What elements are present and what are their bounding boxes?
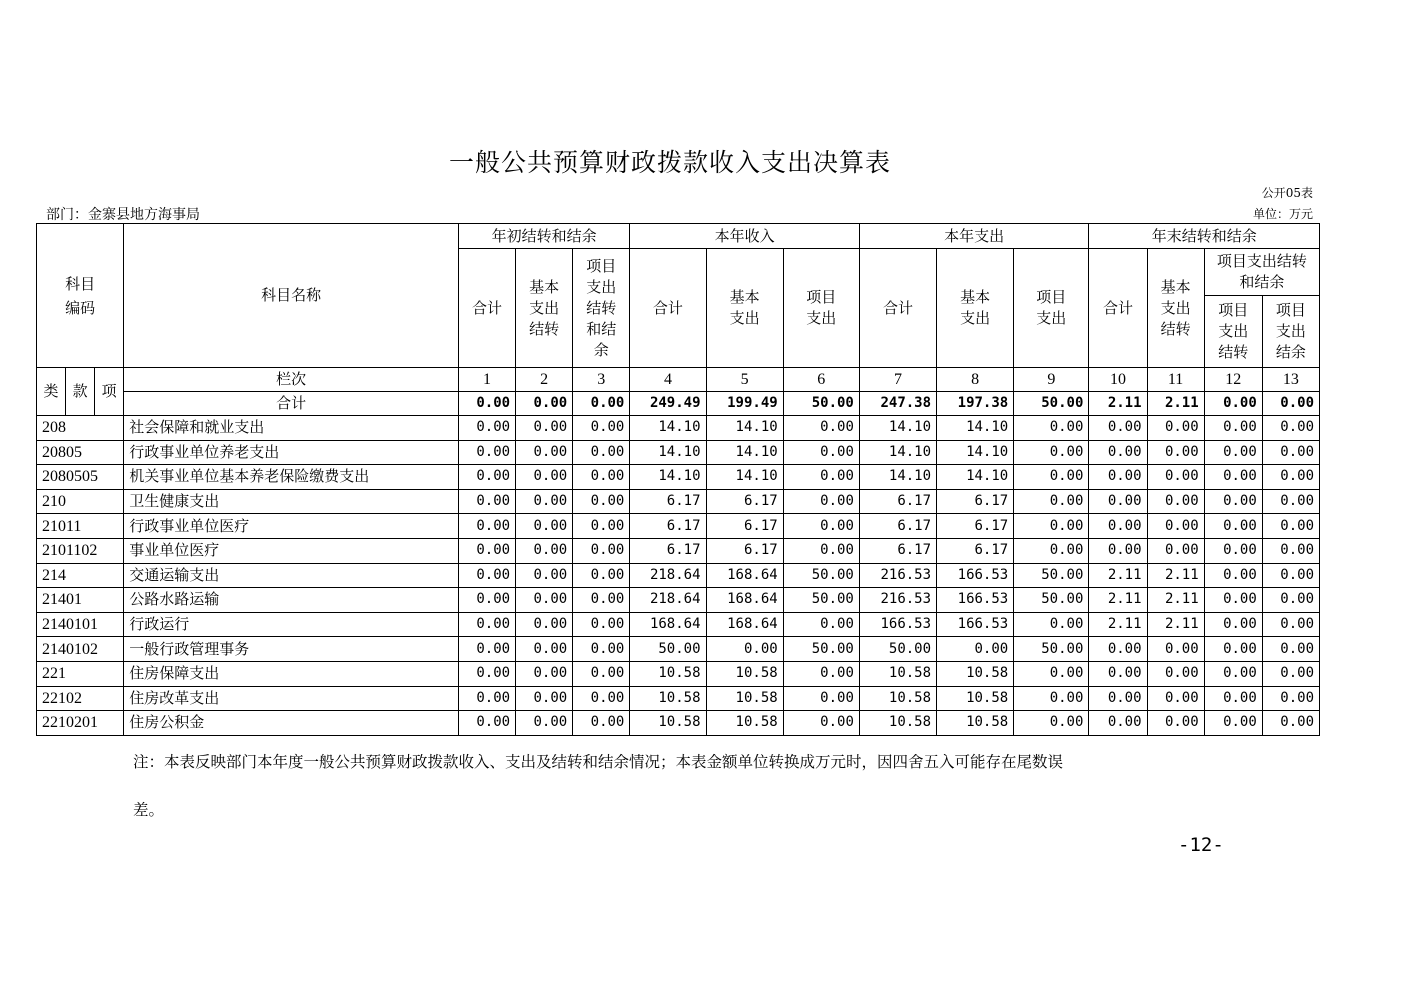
row-value: 0.00 <box>783 612 859 637</box>
column-index-number: 11 <box>1147 368 1204 392</box>
row-value: 0.00 <box>458 612 515 637</box>
row-value: 0.00 <box>458 661 515 686</box>
header-income-total: 合计 <box>630 249 706 368</box>
row-value: 10.58 <box>630 686 706 711</box>
row-value: 0.00 <box>458 686 515 711</box>
department-label: 部门：金寨县地方海事局 <box>46 207 200 223</box>
row-code: 208 <box>37 416 124 441</box>
row-value: 166.53 <box>937 563 1014 588</box>
row-value: 6.17 <box>630 538 706 563</box>
row-value: 0.00 <box>1204 416 1262 441</box>
header-group-income: 本年收入 <box>630 224 860 249</box>
row-value: 0.00 <box>1014 440 1089 465</box>
table-row <box>37 538 1320 563</box>
row-value: 168.64 <box>706 612 783 637</box>
row-value: 0.00 <box>1204 588 1262 613</box>
budget-table <box>36 223 1320 736</box>
total-value: 247.38 <box>859 392 936 416</box>
header-group-expense: 本年支出 <box>859 224 1089 249</box>
row-value: 50.00 <box>859 637 936 662</box>
row-value: 0.00 <box>1262 514 1319 539</box>
row-value: 0.00 <box>1089 514 1147 539</box>
table-row <box>37 563 1320 588</box>
row-value: 168.64 <box>706 563 783 588</box>
column-index-number: 13 <box>1262 368 1319 392</box>
row-value: 6.17 <box>630 489 706 514</box>
column-index-number: 3 <box>573 368 630 392</box>
row-value: 50.00 <box>783 563 859 588</box>
column-index-number: 6 <box>783 368 859 392</box>
column-index-number: 4 <box>630 368 706 392</box>
row-value: 0.00 <box>1014 489 1089 514</box>
row-value: 0.00 <box>1147 514 1204 539</box>
row-value: 6.17 <box>937 489 1014 514</box>
row-value: 6.17 <box>859 514 936 539</box>
total-value: 50.00 <box>783 392 859 416</box>
row-value: 0.00 <box>1089 416 1147 441</box>
row-value: 0.00 <box>1204 637 1262 662</box>
header-expense-project: 项目支出 <box>1014 249 1089 368</box>
row-value: 0.00 <box>458 416 515 441</box>
table-row <box>37 637 1320 662</box>
row-name: 行政事业单位养老支出 <box>124 440 459 465</box>
unit-label: 单位：万元 <box>1252 207 1313 221</box>
row-value: 50.00 <box>1014 563 1089 588</box>
row-value: 0.00 <box>1204 612 1262 637</box>
header-end-project-carry: 项目支出结转 <box>1204 296 1262 368</box>
header-expense-total: 合计 <box>859 249 936 368</box>
row-value: 10.58 <box>630 711 706 736</box>
total-value: 249.49 <box>630 392 706 416</box>
row-value: 0.00 <box>1014 465 1089 490</box>
column-index-number: 2 <box>516 368 573 392</box>
row-value: 0.00 <box>458 588 515 613</box>
header-lei: 类 <box>37 368 66 416</box>
header-begin-basic: 基本支出结转 <box>516 249 573 368</box>
row-value: 14.10 <box>706 416 783 441</box>
row-value: 50.00 <box>630 637 706 662</box>
row-value: 0.00 <box>458 440 515 465</box>
row-value: 10.58 <box>630 661 706 686</box>
row-value: 0.00 <box>573 686 630 711</box>
row-value: 0.00 <box>573 661 630 686</box>
row-value: 14.10 <box>859 440 936 465</box>
row-value: 0.00 <box>1147 440 1204 465</box>
column-index-number: 12 <box>1204 368 1262 392</box>
row-value: 50.00 <box>1014 588 1089 613</box>
row-value: 10.58 <box>706 711 783 736</box>
row-value: 14.10 <box>859 465 936 490</box>
column-index-number: 7 <box>859 368 936 392</box>
row-value: 0.00 <box>1204 514 1262 539</box>
row-value: 0.00 <box>573 514 630 539</box>
header-end-project-balance: 项目支出结余 <box>1262 296 1319 368</box>
row-code: 214 <box>37 563 124 588</box>
row-value: 0.00 <box>783 489 859 514</box>
row-value: 0.00 <box>937 637 1014 662</box>
header-kuan: 款 <box>66 368 95 416</box>
row-value: 0.00 <box>1147 416 1204 441</box>
row-value: 10.58 <box>937 711 1014 736</box>
row-value: 168.64 <box>706 588 783 613</box>
row-value: 0.00 <box>458 637 515 662</box>
row-value: 10.58 <box>706 661 783 686</box>
row-value: 0.00 <box>1204 538 1262 563</box>
row-value: 0.00 <box>1262 440 1319 465</box>
row-code: 210 <box>37 489 124 514</box>
row-value: 0.00 <box>458 538 515 563</box>
row-value: 14.10 <box>630 465 706 490</box>
row-value: 2.11 <box>1147 563 1204 588</box>
total-value: 0.00 <box>516 392 573 416</box>
row-name: 行政事业单位医疗 <box>124 514 459 539</box>
row-value: 0.00 <box>1089 489 1147 514</box>
table-row <box>37 612 1320 637</box>
row-value: 0.00 <box>783 514 859 539</box>
row-value: 0.00 <box>1147 686 1204 711</box>
row-name: 机关事业单位基本养老保险缴费支出 <box>124 465 459 490</box>
row-value: 10.58 <box>859 686 936 711</box>
row-value: 0.00 <box>516 489 573 514</box>
row-code: 2140101 <box>37 612 124 637</box>
row-code: 2140102 <box>37 637 124 662</box>
row-value: 166.53 <box>859 612 936 637</box>
row-value: 6.17 <box>706 514 783 539</box>
row-value: 0.00 <box>458 514 515 539</box>
row-value: 0.00 <box>458 489 515 514</box>
row-code: 22102 <box>37 686 124 711</box>
row-value: 0.00 <box>1089 661 1147 686</box>
row-value: 14.10 <box>859 416 936 441</box>
row-name: 一般行政管理事务 <box>124 637 459 662</box>
row-value: 0.00 <box>1014 711 1089 736</box>
row-value: 0.00 <box>1089 440 1147 465</box>
row-value: 0.00 <box>458 563 515 588</box>
row-value: 14.10 <box>706 440 783 465</box>
row-value: 0.00 <box>1014 612 1089 637</box>
row-value: 0.00 <box>1147 661 1204 686</box>
header-expense-basic: 基本支出 <box>937 249 1014 368</box>
row-value: 0.00 <box>516 440 573 465</box>
row-value: 10.58 <box>859 661 936 686</box>
total-value: 2.11 <box>1089 392 1147 416</box>
table-row <box>37 711 1320 736</box>
row-value: 0.00 <box>573 588 630 613</box>
row-value: 0.00 <box>1204 440 1262 465</box>
row-value: 2.11 <box>1147 612 1204 637</box>
row-value: 14.10 <box>937 465 1014 490</box>
row-value: 0.00 <box>783 686 859 711</box>
row-value: 0.00 <box>573 538 630 563</box>
header-begin-total: 合计 <box>458 249 515 368</box>
form-number: 公开05表 <box>1261 186 1313 200</box>
row-code: 2101102 <box>37 538 124 563</box>
row-value: 0.00 <box>516 711 573 736</box>
page-title: 一般公共预算财政拨款收入支出决算表 <box>448 148 891 177</box>
row-value: 216.53 <box>859 563 936 588</box>
row-value: 0.00 <box>516 686 573 711</box>
row-value: 6.17 <box>706 489 783 514</box>
total-value: 0.00 <box>573 392 630 416</box>
row-value: 0.00 <box>1147 538 1204 563</box>
row-value: 0.00 <box>1262 588 1319 613</box>
row-value: 10.58 <box>706 686 783 711</box>
row-value: 0.00 <box>516 416 573 441</box>
row-value: 14.10 <box>706 465 783 490</box>
header-end-basic: 基本支出结转 <box>1147 249 1204 368</box>
header-group-end: 年末结转和结余 <box>1089 224 1320 249</box>
row-value: 0.00 <box>1262 711 1319 736</box>
row-value: 14.10 <box>630 416 706 441</box>
row-value: 6.17 <box>706 538 783 563</box>
row-value: 0.00 <box>1089 637 1147 662</box>
column-index-number: 5 <box>706 368 783 392</box>
total-value: 0.00 <box>458 392 515 416</box>
row-value: 0.00 <box>573 440 630 465</box>
row-value: 14.10 <box>630 440 706 465</box>
header-name: 科目名称 <box>124 224 459 368</box>
row-value: 2.11 <box>1089 563 1147 588</box>
column-index-number: 10 <box>1089 368 1147 392</box>
table-note: 注：本表反映部门本年度一般公共预算财政拨款收入、支出及结转和结余情况；本表金额单位转换成万元时，因四舍五入可能存在尾数误 <box>133 753 1064 771</box>
table-row <box>37 588 1320 613</box>
row-value: 0.00 <box>1204 489 1262 514</box>
row-name: 行政运行 <box>124 612 459 637</box>
row-value: 14.10 <box>937 440 1014 465</box>
page-number: -12- <box>1178 834 1224 856</box>
row-value: 218.64 <box>630 588 706 613</box>
table-row <box>37 686 1320 711</box>
row-name: 交通运输支出 <box>124 563 459 588</box>
row-value: 166.53 <box>937 588 1014 613</box>
column-index-number: 1 <box>458 368 515 392</box>
row-value: 0.00 <box>1204 465 1262 490</box>
row-value: 0.00 <box>516 538 573 563</box>
row-name: 社会保障和就业支出 <box>124 416 459 441</box>
row-value: 14.10 <box>937 416 1014 441</box>
row-value: 0.00 <box>1204 686 1262 711</box>
row-value: 0.00 <box>1262 661 1319 686</box>
row-value: 0.00 <box>516 514 573 539</box>
row-value: 0.00 <box>1262 538 1319 563</box>
row-value: 0.00 <box>1262 416 1319 441</box>
header-begin-project: 项目支出结转和结余 <box>573 249 630 368</box>
row-value: 0.00 <box>1147 489 1204 514</box>
column-index-number: 9 <box>1014 368 1089 392</box>
total-value: 0.00 <box>1262 392 1319 416</box>
row-value: 166.53 <box>937 612 1014 637</box>
table-row <box>37 489 1320 514</box>
row-value: 0.00 <box>783 538 859 563</box>
table-row <box>37 440 1320 465</box>
total-value: 197.38 <box>937 392 1014 416</box>
row-value: 0.00 <box>516 465 573 490</box>
row-value: 0.00 <box>1089 465 1147 490</box>
table-row <box>37 661 1320 686</box>
header-end-total: 合计 <box>1089 249 1147 368</box>
row-value: 0.00 <box>1147 637 1204 662</box>
header-income-project: 项目支出 <box>783 249 859 368</box>
row-value: 0.00 <box>573 711 630 736</box>
row-code: 20805 <box>37 440 124 465</box>
row-value: 0.00 <box>516 563 573 588</box>
row-value: 0.00 <box>1262 489 1319 514</box>
row-value: 0.00 <box>1262 686 1319 711</box>
row-value: 2.11 <box>1147 588 1204 613</box>
header-end-project: 项目支出结转和结余 <box>1204 249 1319 296</box>
row-value: 0.00 <box>1204 661 1262 686</box>
row-value: 10.58 <box>937 661 1014 686</box>
row-value: 0.00 <box>783 711 859 736</box>
row-value: 0.00 <box>458 711 515 736</box>
total-value: 2.11 <box>1147 392 1204 416</box>
row-value: 0.00 <box>516 637 573 662</box>
row-value: 0.00 <box>1014 686 1089 711</box>
row-value: 0.00 <box>1089 686 1147 711</box>
row-value: 216.53 <box>859 588 936 613</box>
row-value: 0.00 <box>1262 563 1319 588</box>
row-value: 0.00 <box>1147 711 1204 736</box>
row-value: 0.00 <box>1204 711 1262 736</box>
row-value: 6.17 <box>630 514 706 539</box>
row-value: 0.00 <box>1089 711 1147 736</box>
table-row <box>37 465 1320 490</box>
row-value: 0.00 <box>573 563 630 588</box>
total-value: 0.00 <box>1204 392 1262 416</box>
header-group-begin: 年初结转和结余 <box>458 224 629 249</box>
row-code: 2210201 <box>37 711 124 736</box>
header-income-basic: 基本支出 <box>706 249 783 368</box>
row-value: 218.64 <box>630 563 706 588</box>
row-value: 0.00 <box>1014 538 1089 563</box>
row-value: 0.00 <box>573 637 630 662</box>
total-row-label: 合计 <box>124 392 459 416</box>
row-code: 221 <box>37 661 124 686</box>
row-value: 0.00 <box>706 637 783 662</box>
row-value: 0.00 <box>516 588 573 613</box>
row-value: 0.00 <box>783 416 859 441</box>
row-name: 住房改革支出 <box>124 686 459 711</box>
total-value: 50.00 <box>1014 392 1089 416</box>
header-code: 科目编码 <box>37 224 124 368</box>
row-value: 0.00 <box>573 416 630 441</box>
row-value: 6.17 <box>937 538 1014 563</box>
total-value: 199.49 <box>706 392 783 416</box>
row-value: 0.00 <box>1262 637 1319 662</box>
column-index-number: 8 <box>937 368 1014 392</box>
row-value: 0.00 <box>1014 661 1089 686</box>
row-value: 0.00 <box>1147 465 1204 490</box>
table-row <box>37 416 1320 441</box>
row-value: 0.00 <box>516 612 573 637</box>
row-value: 0.00 <box>783 465 859 490</box>
table-note-continued: 差。 <box>133 801 165 819</box>
row-value: 0.00 <box>1014 514 1089 539</box>
row-value: 0.00 <box>783 440 859 465</box>
row-value: 0.00 <box>516 661 573 686</box>
row-value: 50.00 <box>783 588 859 613</box>
row-value: 0.00 <box>1204 563 1262 588</box>
row-value: 6.17 <box>859 538 936 563</box>
row-value: 0.00 <box>1089 538 1147 563</box>
row-value: 50.00 <box>1014 637 1089 662</box>
row-code: 2080505 <box>37 465 124 490</box>
row-value: 0.00 <box>1262 465 1319 490</box>
row-name: 卫生健康支出 <box>124 489 459 514</box>
row-name: 事业单位医疗 <box>124 538 459 563</box>
row-value: 6.17 <box>859 489 936 514</box>
row-value: 0.00 <box>573 489 630 514</box>
row-value: 0.00 <box>458 465 515 490</box>
row-code: 21011 <box>37 514 124 539</box>
row-value: 10.58 <box>859 711 936 736</box>
row-value: 0.00 <box>573 465 630 490</box>
row-value: 0.00 <box>573 612 630 637</box>
row-value: 0.00 <box>783 661 859 686</box>
column-index-label: 栏次 <box>124 368 459 392</box>
row-value: 0.00 <box>1262 612 1319 637</box>
row-value: 0.00 <box>1014 416 1089 441</box>
row-value: 2.11 <box>1089 588 1147 613</box>
row-value: 168.64 <box>630 612 706 637</box>
row-value: 50.00 <box>783 637 859 662</box>
row-name: 住房公积金 <box>124 711 459 736</box>
row-name: 公路水路运输 <box>124 588 459 613</box>
table-row <box>37 514 1320 539</box>
row-value: 6.17 <box>937 514 1014 539</box>
header-xiang: 项 <box>95 368 124 416</box>
row-name: 住房保障支出 <box>124 661 459 686</box>
row-value: 10.58 <box>937 686 1014 711</box>
row-value: 2.11 <box>1089 612 1147 637</box>
row-code: 21401 <box>37 588 124 613</box>
